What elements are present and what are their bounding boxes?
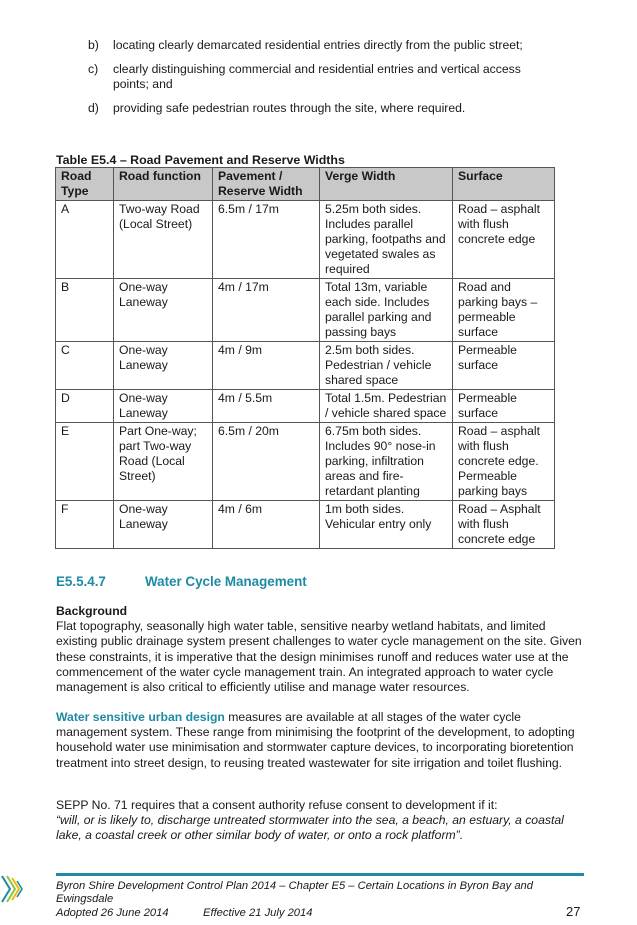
table-cell: Two-way Road (Local Street) (114, 201, 213, 279)
footer-title: Byron Shire Development Control Plan 2014 – Chapter E5 – Certain Locations in Byron Bay and Ewingsdale (56, 880, 533, 906)
road-widths-table (55, 167, 555, 549)
table-cell: 1m both sides. Vehicular entry only (320, 501, 453, 549)
table-cell: 4m / 9m (213, 342, 320, 390)
byron-shire-logo-icon (0, 872, 26, 906)
adopted-date: Adopted 26 June 2014 (56, 907, 169, 919)
table-row (56, 201, 555, 279)
table-cell: One-way Laneway (114, 279, 213, 342)
list-marker: d) (88, 101, 99, 115)
list-text: locating clearly demarcated residential entries directly from the public street; (113, 38, 523, 52)
column-header: Road function (114, 168, 213, 201)
sepp-paragraph (56, 798, 586, 844)
page-number: 27 (566, 904, 581, 919)
footer-dates (56, 907, 312, 919)
list-item (88, 62, 558, 92)
list-item (88, 38, 558, 53)
table-cell: 6.5m / 17m (213, 201, 320, 279)
table-cell: Permeable surface (453, 390, 555, 423)
table-cell: Road – asphalt with flush concrete edge (453, 201, 555, 279)
table-cell: One-way Laneway (114, 501, 213, 549)
table-cell: Part One-way; part Two-way Road (Local Street) (114, 423, 213, 501)
table-cell: One-way Laneway (114, 390, 213, 423)
table-cell: Total 1.5m. Pedestrian / vehicle shared space (320, 390, 453, 423)
wsud-link[interactable]: Water sensitive urban design (56, 710, 225, 724)
background-paragraph: Flat topography, seasonally high water table, sensitive nearby wetland habitats, and limited existing public drainage system present challenges to water cycle management on the site. Given these constraints, it is imperative that the design minimises runoff and reduces water use at the commencement of the water cycle management train. An integrated approach to water cycle management is also critical to efficiently utilise and manage water resources. (56, 619, 582, 695)
table-caption: Table E5.4 – Road Pavement and Reserve Widths (56, 153, 345, 167)
table-cell: 4m / 17m (213, 279, 320, 342)
list-text: providing safe pedestrian routes through the site, where required. (113, 101, 466, 115)
column-header: Surface (453, 168, 555, 201)
table-cell: Road – asphalt with flush concrete edge. Permeable parking bays (453, 423, 555, 501)
table-cell: Road and parking bays – permeable surface (453, 279, 555, 342)
table-row (56, 501, 555, 549)
table-cell: Road – Asphalt with flush concrete edge (453, 501, 555, 549)
wsud-text: measures are available at all stages of the water cycle management system. These range from minimising the footprint of the development, to adopting household water use minimisation and stormwater capture devices, to incorporating bioretention treatment into street design, to reusing treated wastewater for site irrigation and toilet flushing. (56, 710, 575, 770)
background-section (56, 604, 586, 695)
table-cell: 6.75m both sides. Includes 90° nose-in parking, infiltration areas and fire-retardant planting (320, 423, 453, 501)
sepp-quote: “will, or is likely to, discharge untreated stormwater into the sea, a beach, an estuary, a coastal lake, a coastal creek or other similar body of water, or onto a rock platform”. (56, 813, 564, 843)
table-cell: Permeable surface (453, 342, 555, 390)
wsud-paragraph (56, 710, 586, 771)
effective-date: Effective 21 July 2014 (203, 907, 313, 919)
list-item (88, 101, 558, 116)
column-header: Pavement / Reserve Width (213, 168, 320, 201)
table-cell: 5.25m both sides. Includes parallel parking, footpaths and vegetated swales as required (320, 201, 453, 279)
list-marker: c) (88, 62, 99, 76)
table-cell: F (56, 501, 114, 549)
table-cell: E (56, 423, 114, 501)
table-row (56, 423, 555, 501)
table-cell: One-way Laneway (114, 342, 213, 390)
table-cell: B (56, 279, 114, 342)
table-cell: C (56, 342, 114, 390)
table-cell: 4m / 5.5m (213, 390, 320, 423)
section-title: Water Cycle Management (145, 574, 307, 589)
table-row (56, 390, 555, 423)
table-cell: 4m / 6m (213, 501, 320, 549)
footer-divider (56, 873, 584, 876)
requirements-list (88, 38, 558, 125)
table-header-row (56, 168, 555, 201)
table-cell: 6.5m / 20m (213, 423, 320, 501)
table-cell: A (56, 201, 114, 279)
sepp-intro: SEPP No. 71 requires that a consent authority refuse consent to development if it: (56, 798, 498, 812)
background-heading: Background (56, 604, 128, 618)
section-heading (56, 574, 307, 589)
list-text: clearly distinguishing commercial and residential entries and vertical access points; and (113, 62, 521, 91)
table-cell: 2.5m both sides. Pedestrian / vehicle shared space (320, 342, 453, 390)
table-row (56, 279, 555, 342)
table-row (56, 342, 555, 390)
column-header: Road Type (56, 168, 114, 201)
table-cell: D (56, 390, 114, 423)
column-header: Verge Width (320, 168, 453, 201)
table-cell: Total 13m, variable each side. Includes parallel parking and passing bays (320, 279, 453, 342)
list-marker: b) (88, 38, 99, 52)
section-number: E5.5.4.7 (56, 574, 106, 589)
